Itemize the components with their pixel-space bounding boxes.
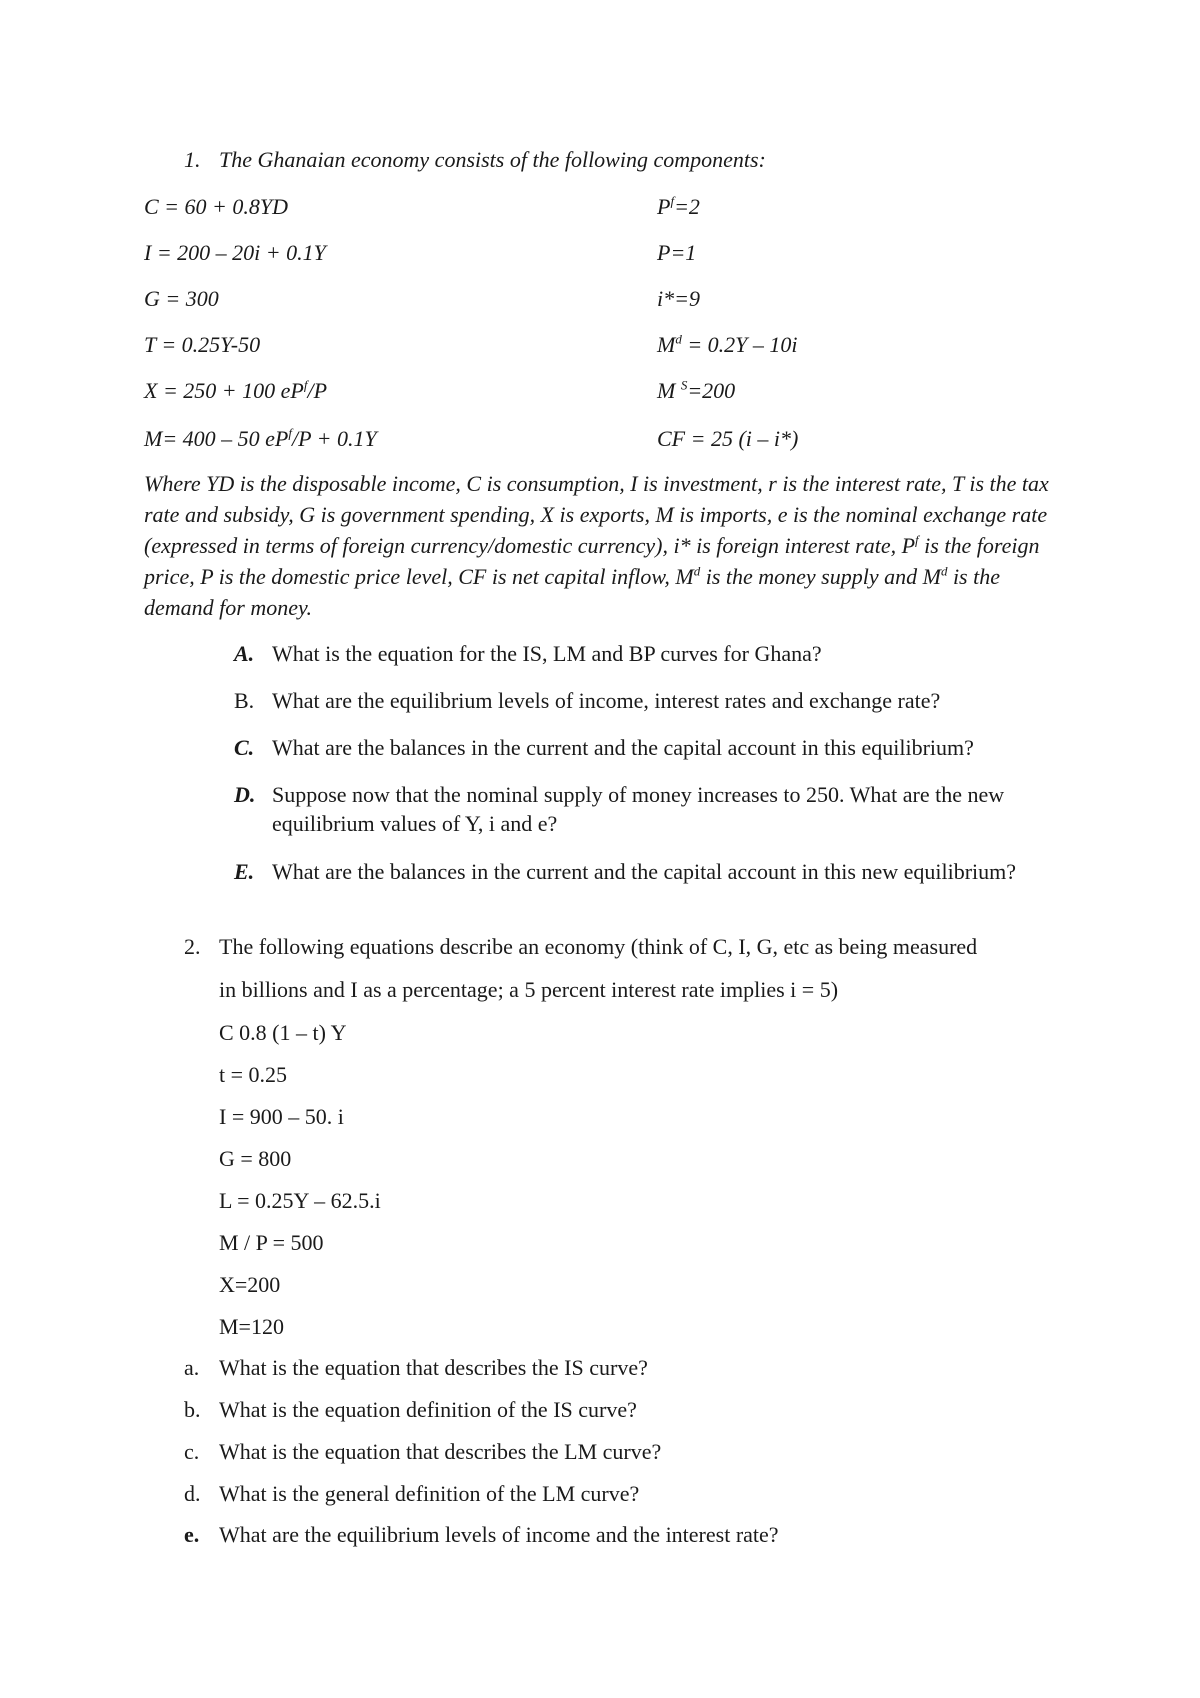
q1-question-text: What are the balances in the current and the capital account in this new equilibrium? [272, 859, 1017, 884]
q2-question-label: c. [184, 1439, 200, 1464]
eq-capital-flow: CF = 25 (i – i*) [657, 426, 799, 451]
q2-eq-money-demand: L = 0.25Y – 62.5.i [219, 1188, 381, 1213]
q1-question-e [234, 857, 1074, 886]
q2-question-label: b. [184, 1397, 201, 1422]
variable-definitions: Where YD is the disposable income, C is consumption, I is investment, r is the interest rate, T is the tax rate and subsidy, G is government spending, X is exports, M is imports, e is the nominal exchange rate (expressed in terms of foreign currency/domestic currency), i* is foreign interest rate, $P^f$ is the foreign price, P is the domestic price level, CF is net capital inflow, $M^d$ is the money supply and $M^d$ is the demand for money. [144, 471, 1049, 620]
q1-intro: The Ghanaian economy consists of the following components: [219, 147, 766, 172]
eq-consumption: C = 60 + 0.8YD [144, 194, 288, 219]
eq-exports: X = 250 + 100 $eP^f/P$ [144, 377, 328, 403]
eq-imports: M= 400 – 50 $eP^f/P + 0.1Y$ [144, 425, 377, 451]
q2-number: 2. [184, 934, 201, 959]
q2-question-label: d. [184, 1481, 201, 1506]
q1-question-label: B. [234, 688, 255, 713]
q1-question-text: What is the equation for the IS, LM and BP curves for Ghana? [272, 641, 822, 666]
q2-question-e: What are the equilibrium levels of income and the interest rate? [219, 1522, 779, 1547]
eq-foreign-interest: i*=9 [657, 286, 700, 311]
eq-government: G = 300 [144, 286, 219, 311]
eq-tax: T = 0.25Y-50 [144, 332, 261, 357]
q1-question-d [234, 780, 1074, 838]
q2-intro-line2: in billions and I as a percentage; a 5 percent interest rate implies i = 5) [219, 977, 839, 1002]
q2-eq-government: G = 800 [219, 1146, 292, 1171]
q1-question-b [234, 686, 1074, 715]
q2-question-c: What is the equation that describes the LM curve? [219, 1439, 662, 1464]
q2-question-label: e. [184, 1522, 200, 1547]
q2-question-b: What is the equation definition of the IS curve? [219, 1397, 637, 1422]
q1-question-c [234, 733, 1074, 762]
q2-eq-tax-rate: t = 0.25 [219, 1062, 288, 1087]
q1-number: 1. [184, 147, 201, 172]
eq-foreign-price: $P^f=2$ [657, 193, 700, 219]
q2-intro-line1: The following equations describe an economy (think of C, I, G, etc as being measured [219, 934, 978, 959]
q2-question-d: What is the general definition of the LM curve? [219, 1481, 640, 1506]
q1-question-label: D. [234, 782, 256, 807]
q2-eq-imports: M=120 [219, 1314, 284, 1339]
q2-eq-consumption: C 0.8 (1 – t) Y [219, 1020, 347, 1045]
q1-question-text: What are the balances in the current and the capital account in this equilibrium? [272, 735, 974, 760]
q1-question-label: E. [234, 859, 255, 884]
q1-question-a [234, 639, 1074, 668]
eq-money-demand: $M^d = 0.2Y - 10i$ [657, 331, 798, 357]
q2-eq-exports: X=200 [219, 1272, 281, 1297]
q2-eq-investment: I = 900 – 50. i [219, 1104, 344, 1129]
q2-question-label: a. [184, 1355, 200, 1380]
q1-question-label: C. [234, 735, 255, 760]
eq-domestic-price: P=1 [657, 240, 697, 265]
q2-eq-real-money: M / P = 500 [219, 1230, 324, 1255]
q2-question-a: What is the equation that describes the IS curve? [219, 1355, 648, 1380]
eq-money-supply: M $^S$=200 [657, 377, 736, 403]
q1-question-label: A. [234, 641, 255, 666]
q1-question-text: Suppose now that the nominal supply of money increases to 250. What are the new equilibrium values of Y, i and e? [272, 782, 1005, 836]
q1-question-text: What are the equilibrium levels of income, interest rates and exchange rate? [272, 688, 941, 713]
eq-investment: I = 200 – 20i + 0.1Y [144, 240, 326, 265]
